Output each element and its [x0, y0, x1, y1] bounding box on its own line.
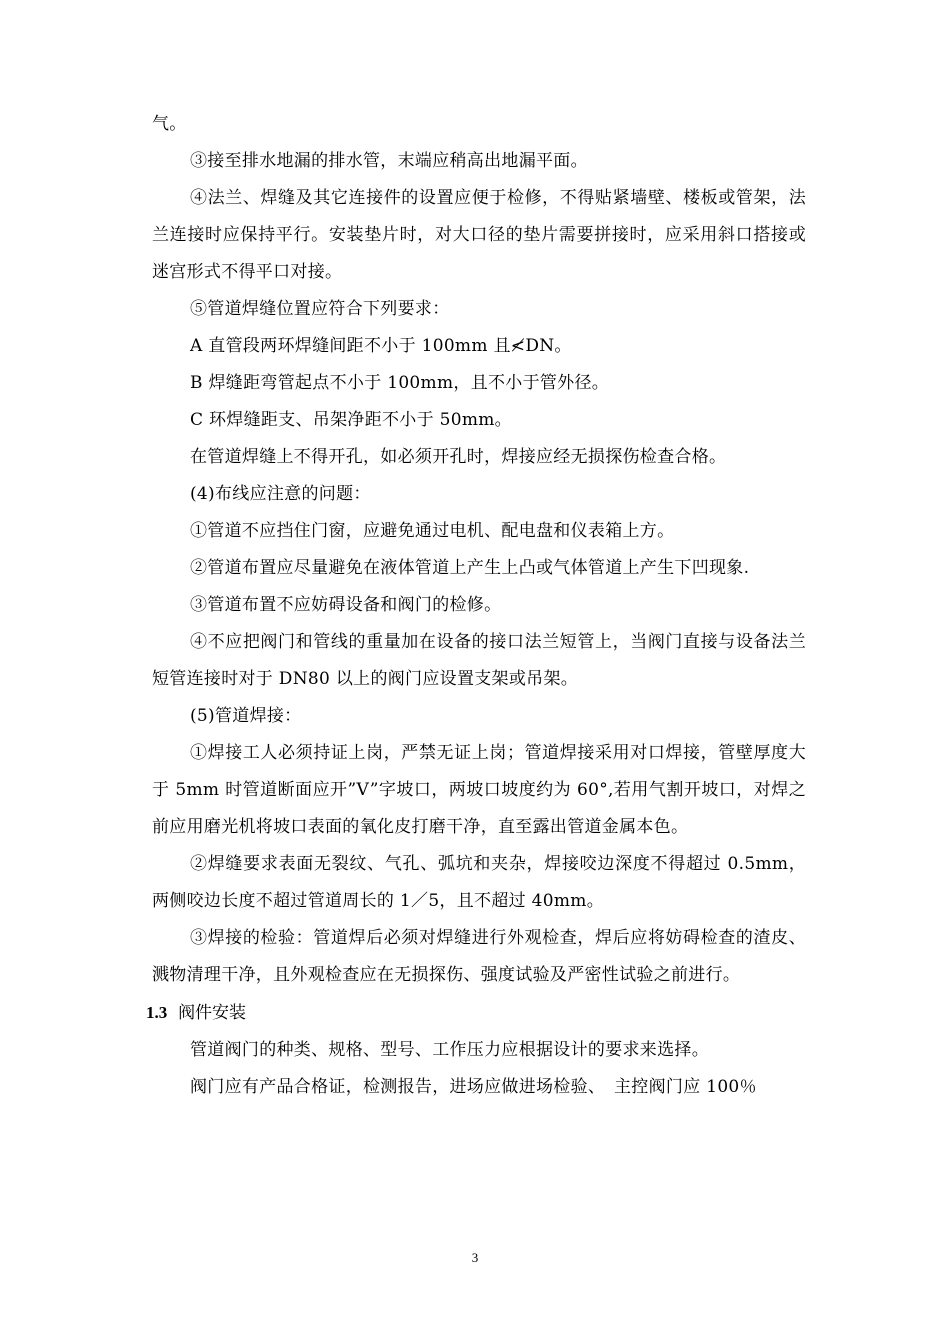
list-item-c: C 环焊缝距支、吊架净距不小于 50mm。: [190, 410, 512, 430]
list-item-a: A 直管段两环焊缝间距不小于 100mm 且≮DN。: [190, 336, 572, 356]
paragraph-welding-3: ③焊接的检验：管道焊后必须对焊缝进行外观检查，焊后应将妨碍检查的渣皮、溅物清理干净，且外观检查应在无损探伤、强度试验及严密性试验之前进行。: [152, 928, 806, 985]
section-number: 1.3: [146, 1003, 168, 1022]
section-heading: [146, 994, 806, 1032]
paragraph-continuation: 气。: [152, 114, 187, 134]
paragraph-routing-4: ④不应把阀门和管线的重量加在设备的接口法兰短管上，当阀门直接与设备法兰短管连接时对于 DN80 以上的阀门应设置支架或吊架。: [152, 632, 806, 689]
document-body: [146, 106, 806, 1106]
paragraph-no-holes: 在管道焊缝上不得开孔，如必须开孔时，焊接应经无损探伤检查合格。: [190, 447, 727, 467]
page-number: 3: [471, 1250, 479, 1265]
paragraph-valve-selection: 管道阀门的种类、规格、型号、工作压力应根据设计的要求来选择。: [190, 1040, 709, 1060]
paragraph-flange-weld: ④法兰、焊缝及其它连接件的设置应便于检修，不得贴紧墙壁、楼板或管架，法兰连接时应保持平行。安装垫片时，对大口径的垫片需要拼接时，应采用斜口搭接或迷宫形式不得平口对接。: [152, 188, 806, 282]
paragraph-welding-2: ②焊缝要求表面无裂纹、气孔、弧坑和夹杂，焊接咬边深度不得超过 0.5mm，两侧咬边长度不超过管道周长的 1／5，且不超过 40mm。: [152, 854, 806, 911]
paragraph-routing-2: ②管道布置应尽量避免在液体管道上产生上凸或气体管道上产生下凹现象.: [190, 558, 750, 578]
paragraph-drain-pipe: ③接至排水地漏的排水管，末端应稍高出地漏平面。: [190, 151, 588, 171]
paragraph-welding-heading: (5)管道焊接：: [190, 706, 302, 726]
paragraph-routing-3: ③管道布置不应妨碍设备和阀门的检修。: [190, 595, 502, 615]
paragraph-weld-position: ⑤管道焊缝位置应符合下列要求：: [190, 299, 450, 319]
paragraph-valve-certificate: 阀门应有产品合格证，检测报告，进场应做进场检验、 主控阀门应 100％: [190, 1077, 757, 1097]
list-item-b: B 焊缝距弯管起点不小于 100mm，且不小于管外径。: [190, 373, 610, 393]
paragraph-welding-1: ①焊接工人必须持证上岗，严禁无证上岗；管道焊接采用对口焊接，管壁厚度大于 5mm 时管道断面应开”V”字坡口，两坡口坡度约为 60°,若用气割开坡口，对焊之前应用磨光机将坡口表面的氧化皮打磨干净，直至露出管道金属本色。: [152, 743, 806, 837]
paragraph-routing-1: ①管道不应挡住门窗，应避免通过电机、配电盘和仪表箱上方。: [190, 521, 675, 541]
paragraph-routing-heading: (4)布线应注意的问题：: [190, 484, 371, 504]
section-title: 阀件安装: [178, 1003, 247, 1023]
